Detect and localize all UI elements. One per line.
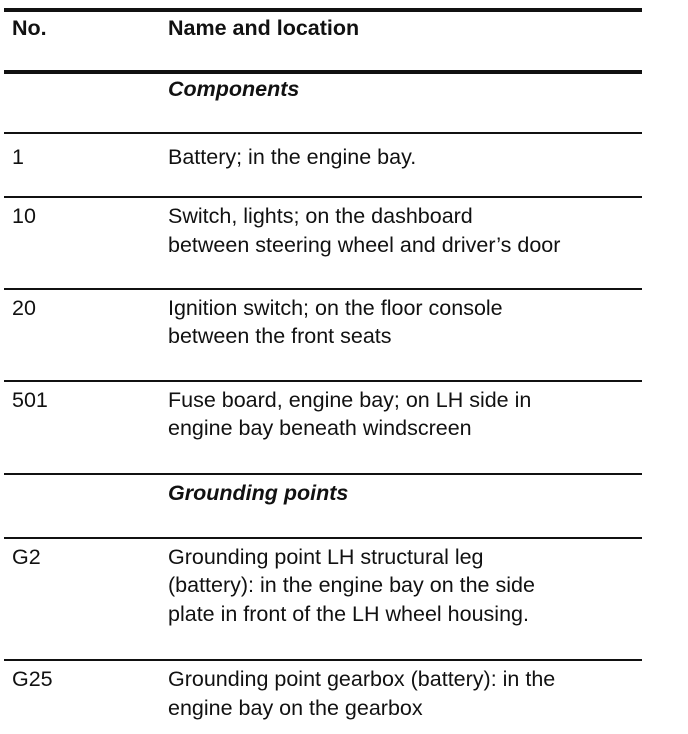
row-location-line-2: between the front seats	[168, 324, 392, 348]
row-location: Battery; in the engine bay.	[168, 145, 417, 169]
row-divider	[4, 196, 642, 198]
row-location-line-1: Grounding point LH structural leg	[168, 545, 484, 569]
row-location-line-2: engine bay beneath windscreen	[168, 416, 472, 440]
row-divider	[4, 132, 642, 134]
row-location-line-1: Switch, lights; on the dashboard	[168, 204, 473, 228]
row-divider	[4, 537, 642, 539]
row-number: 501	[12, 388, 48, 412]
row-divider	[4, 380, 642, 382]
top-rule	[4, 8, 642, 12]
row-number: G25	[12, 667, 53, 691]
header-rule	[4, 70, 642, 74]
row-number: 20	[12, 296, 36, 320]
row-location-line-1: Grounding point gearbox (battery): in the	[168, 667, 556, 691]
row-divider	[4, 473, 642, 475]
row-location-line-1: Ignition switch; on the floor console	[168, 296, 503, 320]
row-divider	[4, 659, 642, 661]
header-name-location: Name and location	[168, 16, 360, 40]
row-location-line-2: (battery): in the engine bay on the side	[168, 573, 535, 597]
row-divider	[4, 288, 642, 290]
row-location-line-3: plate in front of the LH wheel housing.	[168, 602, 529, 626]
row-number: 10	[12, 204, 36, 228]
row-location-line-1: Fuse board, engine bay; on LH side in	[168, 388, 532, 412]
row-number: 1	[12, 145, 24, 169]
header-number: No.	[12, 16, 47, 40]
row-number: G2	[12, 545, 41, 569]
section-title-components: Components	[168, 77, 300, 101]
row-location-line-2: engine bay on the gearbox	[168, 696, 423, 720]
row-location-line-2: between steering wheel and driver’s door	[168, 233, 561, 257]
section-title-grounding-points: Grounding points	[168, 481, 349, 505]
